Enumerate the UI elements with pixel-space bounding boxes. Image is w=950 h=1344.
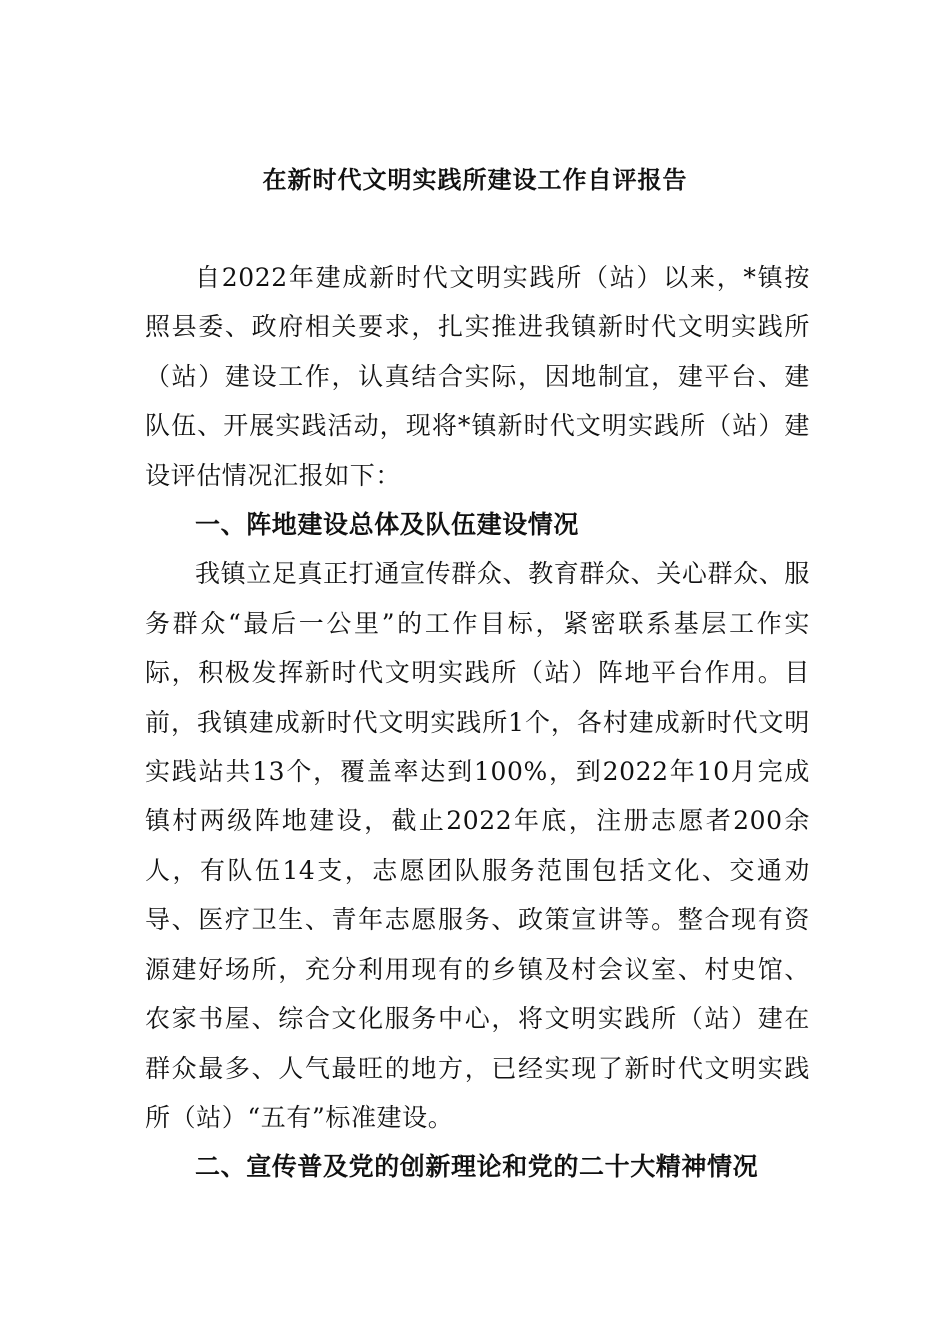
- section-2-heading: 二、宣传普及党的创新理论和党的二十大精神情况: [195, 1152, 759, 1182]
- intro-paragraph: 自2022年建成新时代文明实践所（站）以来，*镇按照县委、政府相关要求，扎实推进我镇新时代文明实践所（站）建设工作，认真结合实际，因地制宜，建平台、建队伍、开展实践活动，现将*镇新时代文明实践所（站）建设评估情况汇报如下：: [145, 263, 810, 490]
- document-title: 在新时代文明实践所建设工作自评报告: [262, 165, 688, 194]
- document-body: [145, 253, 810, 1192]
- section-1-paragraph: 我镇立足真正打通宣传群众、教育群众、关心群众、服务群众“最后一公里”的工作目标，紧密联系基层工作实际，积极发挥新时代文明实践所（站）阵地平台作用。目前，我镇建成新时代文明实践所1个，各村建成新时代文明实践站共13个，覆盖率达到100%，到2022年10月完成镇村两级阵地建设，截止2022年底，注册志愿者200余人，有队伍14支，志愿团队服务范围包括文化、交通劝导、医疗卫生、青年志愿服务、政策宣讲等。整合现有资源建好场所，充分利用现有的乡镇及村会议室、村史馆、农家书屋、综合文化服务中心，将文明实践所（站）建在群众最多、人气最旺的地方，已经实现了新时代文明实践所（站）“五有”标准建设。: [145, 559, 810, 1132]
- section-1-heading: 一、阵地建设总体及队伍建设情况: [195, 510, 580, 540]
